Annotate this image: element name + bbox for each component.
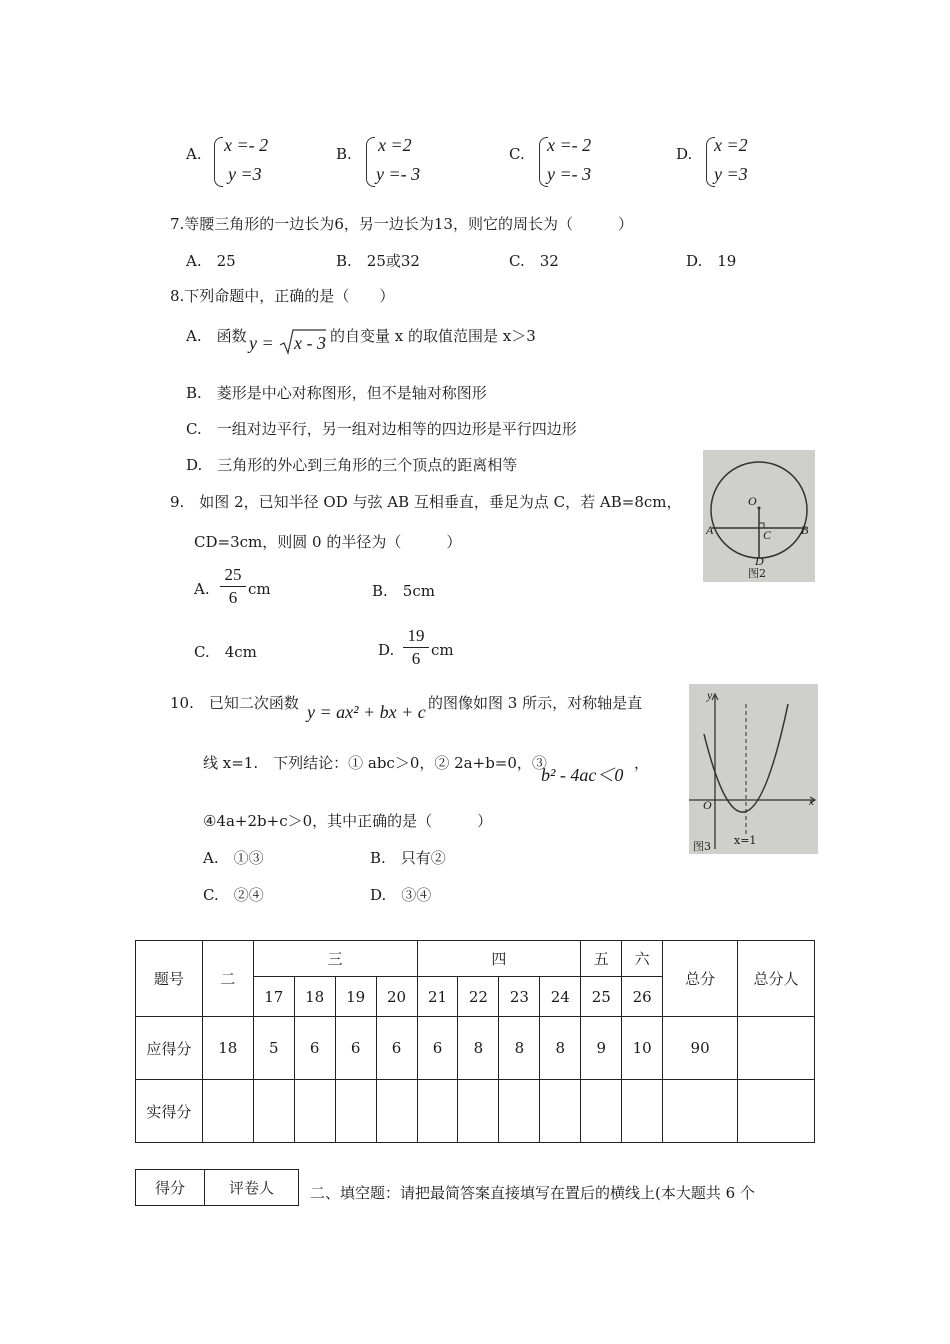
row-expected-label: 应得分 [136, 1017, 203, 1080]
actual-cell [738, 1080, 815, 1143]
expected-cell: 6 [335, 1017, 376, 1080]
q9-line1: 9. 如图 2，已知半径 OD 与弦 AB 互相垂直，垂足为点 C，若 AB=8cm， [170, 493, 682, 511]
header-title-no: 题号 [136, 941, 203, 1017]
fig2-label-c: C [763, 528, 772, 542]
q6-a-label: A. [186, 145, 202, 163]
expected-cell: 8 [499, 1017, 540, 1080]
actual-cell [581, 1080, 622, 1143]
fig2-label-b: B [801, 523, 809, 537]
q9-a-denominator: 6 [228, 588, 238, 607]
header-total: 总分 [663, 941, 738, 1017]
q7-option-c: C. 32 [509, 252, 559, 270]
q8-option-b: B. 菱形是中心对称图形，但不是轴对称图形 [186, 384, 487, 402]
q9-option-d-unit: cm [431, 641, 454, 659]
actual-cell [335, 1080, 376, 1143]
q9-option-d-fraction [403, 626, 429, 669]
expected-cell: 6 [294, 1017, 335, 1080]
q8-option-a-suffix: 的自变量 x 的取值范围是 x＞3 [330, 327, 536, 345]
q9-a-numerator: 25 [224, 565, 242, 584]
q6-c-eq1: x =- 2 [547, 135, 592, 155]
header-q22: 22 [458, 977, 499, 1017]
score-table [135, 940, 815, 1143]
expected-cell: 18 [202, 1017, 253, 1080]
q10-option-c: C. ②④ [203, 886, 264, 904]
fig2-label-o: O [748, 494, 757, 508]
q6-d-eq2: y =3 [714, 164, 748, 184]
header-q24: 24 [540, 977, 581, 1017]
q6-b-eq1: x =2 [378, 135, 412, 155]
header-scorer: 总分人 [738, 941, 815, 1017]
row-actual-label: 实得分 [136, 1080, 203, 1143]
header-q25: 25 [581, 977, 622, 1017]
q6-b-label: B. [336, 145, 352, 163]
grading-score-label: 得分 [136, 1170, 205, 1206]
q8-option-c: C. 一组对边平行，另一组对边相等的四边形是平行四边形 [186, 420, 577, 438]
q10-option-b: B. 只有② [370, 849, 446, 867]
expected-cell: 9 [581, 1017, 622, 1080]
q10-suffix: 的图像如图 3 所示，对称轴是直 [428, 694, 643, 712]
actual-cell [458, 1080, 499, 1143]
expected-cell: 10 [622, 1017, 663, 1080]
fig3-axis-label: x=1 [734, 834, 757, 847]
actual-cell [253, 1080, 294, 1143]
header-q23: 23 [499, 977, 540, 1017]
actual-cell [663, 1080, 738, 1143]
q9-option-b: B. 5cm [372, 582, 435, 600]
figure-2 [703, 450, 815, 582]
q8-question: 8.下列命题中，正确的是（ ） [170, 287, 395, 305]
fig3-label-x: x [809, 796, 814, 808]
q7-option-d: D. 19 [686, 252, 737, 270]
table-row-actual [136, 1080, 815, 1143]
header-q26: 26 [622, 977, 663, 1017]
q9-d-denominator: 6 [411, 649, 421, 668]
fig2-label-d: D [755, 554, 764, 568]
q10-prefix: 10. 已知二次函数 [170, 694, 299, 712]
q6-c-eq2: y =- 3 [547, 164, 592, 184]
q9-option-a-label: A. [194, 580, 210, 598]
q6-c-label: C. [509, 145, 525, 163]
header-section-6: 六 [622, 941, 663, 977]
expected-total: 90 [663, 1017, 738, 1080]
header-section-3: 三 [253, 941, 417, 977]
header-q19: 19 [335, 977, 376, 1017]
fig2-label-a: A [706, 523, 714, 537]
q6-a-eq1: x =- 2 [224, 135, 269, 155]
q7-option-a: A. 25 [186, 252, 236, 270]
table-row-expected [136, 1017, 815, 1080]
q6-d-label: D. [676, 145, 693, 163]
q9-d-numerator: 19 [407, 626, 425, 645]
q7-option-b: B. 25或32 [336, 252, 420, 270]
q10-option-a: A. ①③ [203, 849, 264, 867]
actual-cell [499, 1080, 540, 1143]
actual-cell [202, 1080, 253, 1143]
q8-option-d: D. 三角形的外心到三角形的三个顶点的距离相等 [186, 456, 518, 474]
header-q17: 17 [253, 977, 294, 1017]
fig3-caption: 图3 [693, 840, 711, 853]
q9-option-d-label: D. [378, 641, 395, 659]
brace-icon [366, 137, 375, 187]
q10-line2-tail: ， [634, 754, 650, 772]
fig3-label-o: O [703, 798, 712, 812]
q9-option-c: C. 4cm [194, 643, 257, 661]
actual-cell [376, 1080, 417, 1143]
header-q18: 18 [294, 977, 335, 1017]
actual-cell [540, 1080, 581, 1143]
expected-cell: 5 [253, 1017, 294, 1080]
grading-table [135, 1169, 299, 1206]
q10-formula: y = ax² + bx + c [307, 702, 426, 722]
q10-line2: 线 x=1. 下列结论：① abc＞0，② 2a+b=0，③ [203, 754, 547, 772]
q6-d-eq1: x =2 [714, 135, 748, 155]
section2-title: 二、填空题：请把最简答案直接填写在置后的横线上(本大题共 6 个 [310, 1184, 755, 1202]
actual-cell [622, 1080, 663, 1143]
figure-3 [689, 684, 818, 854]
q10-option-d: D. ③④ [370, 886, 432, 904]
header-section-2: 二 [202, 941, 253, 1017]
q8-option-a-prefix: A. 函数 [186, 327, 247, 345]
q8-formula-radicand: x - 3 [294, 333, 326, 353]
q9-line2: CD=3cm，则圆 0 的半径为（ ） [194, 533, 462, 551]
q10-line3: ④4a+2b+c＞0，其中正确的是（ ） [203, 812, 493, 830]
actual-cell [417, 1080, 458, 1143]
header-section-4: 四 [417, 941, 581, 977]
expected-cell: 8 [458, 1017, 499, 1080]
expected-cell: 6 [417, 1017, 458, 1080]
q9-option-a-unit: cm [248, 580, 271, 598]
header-q21: 21 [417, 977, 458, 1017]
q8-formula-lhs: y = [249, 333, 274, 353]
header-q20: 20 [376, 977, 417, 1017]
fig2-caption: 图2 [748, 567, 766, 580]
q6-b-eq2: y =- 3 [376, 164, 421, 184]
expected-scorer [738, 1017, 815, 1080]
actual-cell [294, 1080, 335, 1143]
fig3-label-y: y [707, 688, 713, 702]
q10-line2-formula: b² - 4ac＜0 [541, 765, 624, 785]
grading-reviewer-label: 评卷人 [205, 1170, 299, 1206]
q6-a-eq2: y =3 [228, 164, 262, 184]
expected-cell: 8 [540, 1017, 581, 1080]
q9-option-a-fraction [220, 565, 246, 608]
expected-cell: 6 [376, 1017, 417, 1080]
brace-icon [214, 137, 223, 187]
q7-question: 7.等腰三角形的一边长为6，另一边长为13，则它的周长为（ ） [170, 215, 633, 233]
header-section-5: 五 [581, 941, 622, 977]
